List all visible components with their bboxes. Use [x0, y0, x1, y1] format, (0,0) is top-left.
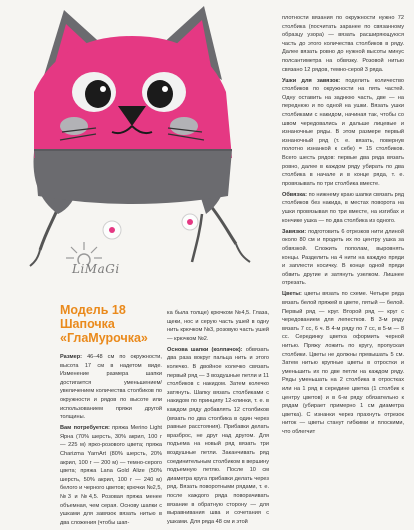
materials-paragraph: [60, 424, 162, 527]
hat-base-paragraph: [167, 346, 269, 526]
ties-text: подготовить 6 отрезков нити длиной около 80 см и продеть их по центру ушка за обвязкой. Сложить пополам, выровнять концы. Разделить на 4 нити на каждую пряди и заплести косичку. В конце одной пряди обвить другие и затянуть узелком. Лишнее отрезать.: [282, 228, 404, 287]
ears-text: поделить количество столбиков по окружности на пять частей. Одну оставить на заднюю часть, две — на переднюю и по одной на ушки. Вязать ушки столбиками с накидом, начиная так, чтобы со швом чередовались и дальше лицевые и изнаночные ряды. В этом размере первый изнаночный ряд (т. е. вязать, повернув полотно изнанкой к себе) = 15 столбиков. Всего шесть рядов: первые два ряда вязать ровно, далее в каждом ряду убирать по два столбика в начале и в конце ряда, т. е. провязывать по три столбика вместе.: [282, 77, 404, 187]
sun-logo-icon: [64, 240, 104, 264]
left-text-column: [60, 353, 162, 530]
binding-paragraph: [282, 191, 404, 225]
model-number: Модель 18: [60, 303, 126, 317]
model-type: Шапочка: [60, 317, 115, 331]
magazine-logo: [54, 240, 138, 280]
binding-text: по нижнему краю шапки связать ряд столбиков без накида, в местах поворота на ушки провязывая по три вместе, на изгибах и кончике ушка — по два столбика из одного.: [282, 191, 404, 224]
continuation-paragraph: ка была толще) крючком №4,5. Глаза, щеки, нос и серую часть ушей в одну нить крючком №3, розовую часть ушей — крючком №2.: [167, 310, 269, 342]
size-text: 46–48 см по окружности, высота 17 см в надетом виде. Изменение размера шапки достигается уменьшением/увеличением количества столбиков по окружности и рядов по высоте или использованием пряжи другой толщины.: [60, 354, 162, 421]
right-text-column: [282, 14, 404, 439]
materials-label: Вам потребуется:: [60, 425, 110, 432]
flowers-label: Цветы:: [282, 291, 302, 298]
flowers-paragraph: [282, 290, 404, 436]
ears-label: Ушки для завязок:: [282, 77, 341, 84]
ties-label: Завязки:: [282, 228, 307, 235]
size-paragraph: [60, 353, 162, 422]
hat-base-label: Основа шапки (колпачок):: [167, 346, 243, 353]
materials-text: пряжа Merino Light Ярна (70% шерсть, 30% акрил, 100 г — 225 м) ярко-розового цвета; пряжа Charizma YarnArt (80% шерсть, 20% акрил, 100 г — 200 м) — темно-серого цвета; пряжа Lana Gold Alize (50% шерсть, 50% акрил, 100 г — 240 м) белого и черного цветов; крючки №2,5, №3 и №4,5. Розовая пряжа менее объемная, чем серая. Основу шапки с ушками для завязок вязать нитью в два сложения (чтобы шап-: [60, 425, 162, 526]
size-label: Размер:: [60, 354, 83, 360]
hat-base-text: обвязать два раза вокруг пальца нить и этого колечко. В двойное колечко связать первый ряд — 3 воздушные петли и 11 столбиков с накидом. Затем колечко затянуть. Шапку вязать столбиками с накидом по принципу 12-клинки, т. е. в каждом ряду добавлять 12 столбиков (вязать по два столбика в один через равные расстояния). Прибавки делать вразброс, не друг над другом. Для подъема на новый ряд вязать три воздушные петли. Заканчивать ряд соединительным столбиком в вершину подъемную петлю. После 10 см диаметра круга прибавки делать через ряд. Вязать поворотными рядами, т. е. после каждого ряда поворачивать вязание в обратную сторону — для выравнивания шва и сочетания с ушками. Для ряда 48 см и этой: [167, 346, 269, 525]
ears-paragraph: [282, 77, 404, 189]
flowers-text: цветы вязать по схеме. Четыре ряда вязать белой пряжей в цвете, пятый — белой. Первый ряд — круг. Второй ряд — круг с чередованием для лепестков. В 3-м ряду вязать 7 сс, 6 ч. В 4-м ряду по 7 сс, в 5-м — 8 сс. Серединку цветка оформить черной нитью. Пряжу ложить по кругу, пропуская столбики. Цветы не должны превышать 5 см. Затем нитью крупные цветы в отростки и уменьшить их по две петли на каждом ряду. Ряды уменьшать на 2 столбика в отростках или на 1 ряд в середине цветка (1 столбик к центру цветов) и в 6-м ряду обязательно к рядам (убирает примерно 1 см диаметра цветка). С изнанки через прахнуть отрезок ниток — цветы станут гибкими и плоскими, что облегчит: [282, 291, 404, 435]
middle-text-column: [167, 309, 269, 529]
intro-paragraph: плотности вязания по окружности нужно 72 столбика (посчитать заранее по связанному образцу узора) — вязать расширяющуюся часть до этого количества столбиков в ряду. Далее вязать ровно до нужной высоты минус полсантиметра на обвязку. Розовой нитью связано 12 рядов, темно-серой 3 ряда.: [282, 15, 404, 73]
logo-text: LiMaGi: [72, 262, 120, 276]
binding-label: Обвязка:: [282, 191, 307, 198]
ties-paragraph: [282, 228, 404, 288]
model-title: «ГлаМурочка»: [60, 331, 148, 345]
